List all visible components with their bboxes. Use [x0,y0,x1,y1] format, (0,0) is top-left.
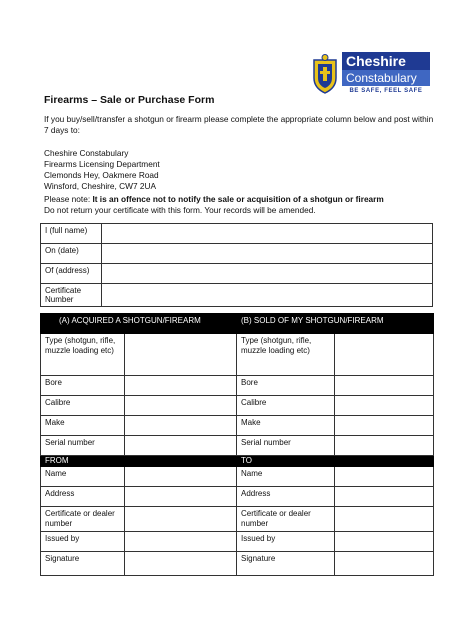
issued-by-field-from[interactable] [125,532,237,552]
make-field-a[interactable] [125,416,237,436]
type-field-a[interactable] [125,334,237,376]
signature-field-from[interactable] [125,552,237,576]
address-label-to: Address [237,487,335,507]
table-row [41,314,434,334]
name-field-from[interactable] [125,467,237,487]
issued-by-label-to: Issued by [237,532,335,552]
address-line: Firearms Licensing Department [44,159,160,169]
table-row [41,334,434,376]
address-field-from[interactable] [125,487,237,507]
type-label-a: Type (shotgun, rifle, muzzle loading etc) [41,334,125,376]
serial-field-b[interactable] [335,436,434,456]
full-name-label: I (full name) [41,224,102,244]
personal-details-table [40,223,433,307]
table-row [41,487,434,507]
issued-by-label-from: Issued by [41,532,125,552]
serial-label-b: Serial number [237,436,335,456]
form-title: Firearms – Sale or Purchase Form [44,94,215,106]
logo-wordmark [342,52,430,96]
table-row [41,396,434,416]
table-row [41,436,434,456]
constabulary-logo [312,52,430,96]
certificate-label-to: Certificate or dealer number [237,507,335,532]
note-prefix: Please note: [44,194,93,204]
signature-label-from: Signature [41,552,125,576]
certificate-number-field[interactable] [102,284,433,307]
logo-name-line1: Cheshire [342,52,430,70]
type-label-b: Type (shotgun, rifle, muzzle loading etc) [237,334,335,376]
address-label: Of (address) [41,264,102,284]
table-row [41,507,434,532]
type-field-b[interactable] [335,334,434,376]
table-row [41,264,433,284]
make-field-b[interactable] [335,416,434,436]
calibre-field-b[interactable] [335,396,434,416]
table-row [41,467,434,487]
serial-label-a: Serial number [41,436,125,456]
firearm-table [40,313,434,576]
table-row [41,284,433,307]
address-line: Clemonds Hey, Oakmere Road [44,170,159,180]
address-field-to[interactable] [335,487,434,507]
table-row [41,456,434,467]
logo-name-line2: Constabulary [342,70,430,86]
intro-paragraph: If you buy/sell/transfer a shotgun or firearm please complete the appropriate column below and post within 7 days to: [44,114,434,135]
full-name-field[interactable] [102,224,433,244]
signature-label-to: Signature [237,552,335,576]
address-field[interactable] [102,264,433,284]
bore-field-a[interactable] [125,376,237,396]
logo-tagline: BE SAFE, FEEL SAFE [349,88,423,94]
table-row [41,532,434,552]
note-bold: It is an offence not to notify the sale or acquisition of a shotgun or firearm [92,194,384,204]
bore-field-b[interactable] [335,376,434,396]
heading-acquired: (A) ACQUIRED A SHOTGUN/FIREARM [41,314,237,334]
certificate-field-from[interactable] [125,507,237,532]
name-field-to[interactable] [335,467,434,487]
address-line: Winsford, Cheshire, CW7 2UA [44,181,157,191]
certificate-field-to[interactable] [335,507,434,532]
make-label-b: Make [237,416,335,436]
issued-by-field-to[interactable] [335,532,434,552]
calibre-label-a: Calibre [41,396,125,416]
table-row [41,224,433,244]
signature-field-to[interactable] [335,552,434,576]
calibre-label-b: Calibre [237,396,335,416]
serial-field-a[interactable] [125,436,237,456]
date-field[interactable] [102,244,433,264]
heading-sold: (B) SOLD OF MY SHOTGUN/FIREARM [237,314,434,334]
table-row [41,416,434,436]
name-label-from: Name [41,467,125,487]
postal-address [44,148,160,192]
to-heading: TO [237,456,434,467]
table-row [41,244,433,264]
table-row [41,552,434,576]
from-heading: FROM [41,456,237,467]
table-row [41,376,434,396]
make-label-a: Make [41,416,125,436]
certificate-label-from: Certificate or dealer number [41,507,125,532]
bore-label-b: Bore [237,376,335,396]
offence-note [44,194,444,216]
address-label-from: Address [41,487,125,507]
name-label-to: Name [237,467,335,487]
address-line: Cheshire Constabulary [44,148,129,158]
date-label: On (date) [41,244,102,264]
crest-icon [312,54,338,94]
calibre-field-a[interactable] [125,396,237,416]
note-line2: Do not return your certificate with this form. Your records will be amended. [44,205,316,215]
certificate-number-label: Certificate Number [41,284,102,307]
bore-label-a: Bore [41,376,125,396]
